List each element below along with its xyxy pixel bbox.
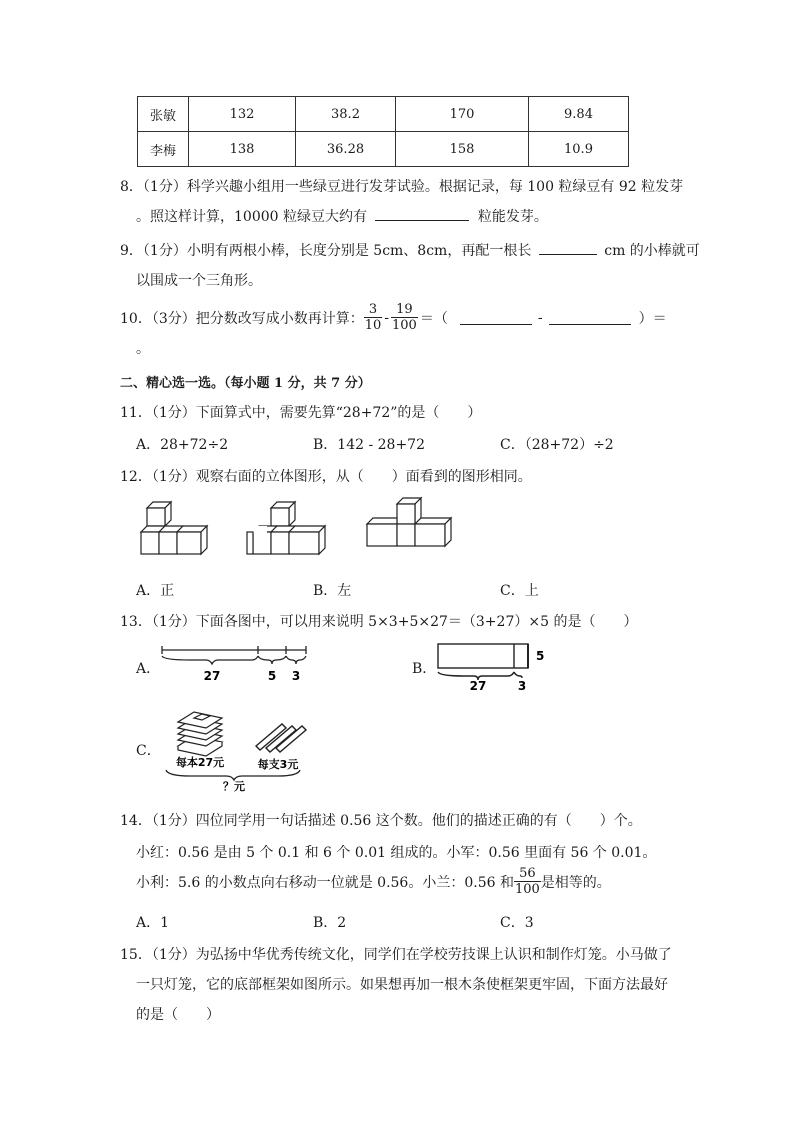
- option-c[interactable]: C．: [136, 743, 161, 759]
- cube-figure-top: [367, 498, 451, 546]
- table-cell: 138: [189, 132, 296, 167]
- option-b[interactable]: B．2: [313, 915, 347, 931]
- pens-icon: [256, 724, 306, 752]
- question-10-line2: 。: [136, 341, 150, 357]
- fraction-56-100: [514, 866, 541, 897]
- minus-sign: -: [384, 309, 390, 326]
- label-3: 3: [517, 679, 527, 692]
- table-cell: 9.84: [529, 97, 629, 132]
- fraction-numerator: 19: [396, 302, 413, 317]
- question-15-line3: 的是（ ）: [136, 1007, 220, 1023]
- books-stack-icon: [178, 712, 222, 756]
- fraction-numerator: 3: [368, 302, 378, 317]
- option-c[interactable]: C．上: [500, 583, 539, 599]
- question-13-stem: 13．（1分）下面各图中，可以用来说明 5×3+5×27＝（3+27）×5 的是（ ）: [120, 614, 638, 630]
- close-paren-equals: ）＝: [638, 310, 667, 327]
- option-b[interactable]: B．: [412, 661, 437, 677]
- question-14-text-b: 是相等的。: [540, 874, 611, 891]
- label-5: 5: [536, 649, 545, 663]
- question-15-line2: 一只灯笼，它的底部框架如图所示。如果想再加一根木条使框架更牢固，下面方法最好: [136, 977, 668, 993]
- pen-price-label: 每支3元: [257, 758, 299, 771]
- table-cell: 10.9: [529, 132, 629, 167]
- question-8-text-a: 。照这样计算，10000 粒绿豆大约有: [136, 209, 367, 225]
- question-8-line1: 8．（1分）科学兴趣小组用一些绿豆进行发芽试验。根据记录，每 100 粒绿豆有 92 粒发芽: [120, 179, 684, 195]
- question-14-line2: [136, 866, 611, 897]
- label-5: 5: [267, 669, 277, 683]
- option-c[interactable]: C．3: [500, 915, 534, 931]
- question-9-text-c: cm 的小棒就可: [604, 243, 700, 259]
- table-cell-name: 李梅: [138, 132, 189, 167]
- answer-blank-q8[interactable]: [375, 206, 469, 221]
- table-row: [138, 132, 629, 167]
- option-b[interactable]: B．左: [313, 583, 352, 599]
- question-9-line1: [120, 240, 700, 260]
- table-row: [138, 97, 629, 132]
- answer-blank-q9[interactable]: [539, 240, 597, 255]
- option-a[interactable]: A．正: [136, 583, 175, 599]
- option-a[interactable]: A．28+72÷2: [136, 437, 229, 453]
- label-3: 3: [291, 669, 301, 683]
- table-cell: 132: [189, 97, 296, 132]
- score-table: [137, 96, 629, 167]
- answer-blank-q10-b[interactable]: [549, 310, 631, 325]
- question-8-line2: [136, 206, 548, 226]
- answer-blank-q10-a[interactable]: [460, 310, 532, 325]
- cube-views-figure: [135, 496, 465, 562]
- option-b[interactable]: B．142 - 28+72: [313, 437, 425, 453]
- book-price-label: 每本27元: [175, 756, 225, 769]
- option-c-diagram: [160, 706, 310, 792]
- question-9-line2: 以围成一个三角形。: [136, 273, 262, 289]
- option-b-diagram: [434, 640, 548, 692]
- fraction-denominator: 100: [392, 318, 417, 333]
- label-27: 27: [469, 679, 487, 692]
- table-cell-name: 张敏: [138, 97, 189, 132]
- equals-open-paren: ＝（: [419, 310, 448, 327]
- label-27: 27: [203, 669, 221, 683]
- fraction-19-100: [391, 302, 418, 333]
- section-heading: 二、精心选一选。（每小题 1 分，共 7 分）: [120, 376, 371, 391]
- fraction-numerator: 56: [519, 866, 536, 881]
- fraction-3-10: [364, 302, 383, 333]
- fraction-denominator: 100: [514, 882, 540, 897]
- question-9-text-b: 5cm、8cm，再配一根长: [373, 243, 532, 259]
- cube-figure-left: [247, 502, 325, 554]
- fraction-denominator: 10: [364, 318, 382, 333]
- cube-figure-front: [141, 502, 207, 554]
- table-cell: 38.2: [296, 97, 396, 132]
- table-cell: 170: [396, 97, 529, 132]
- table-cell: 158: [396, 132, 529, 167]
- minus-sign: -: [537, 309, 543, 326]
- question-15-line1: 15．（1分）为弘扬中华优秀传统文化，同学们在学校劳技课上认识和制作灯笼。小马做了: [120, 947, 672, 963]
- question-14-text-a: 小利：5.6 的小数点向右移动一位就是 0.56。小兰：0.56 和: [136, 874, 514, 891]
- question-9-text-a: 9．（1分）小明有两根小棒，长度分别是: [120, 243, 369, 259]
- option-a[interactable]: A．: [136, 661, 161, 677]
- question-8-text-b: 粒能发芽。: [477, 209, 548, 225]
- option-a[interactable]: A．1: [136, 915, 170, 931]
- question-11-stem: 11．（1分）下面算式中，需要先算“28+72”的是（ ）: [120, 405, 482, 421]
- question-12-stem: 12．（1分）观察右面的立体图形，从（ ）面看到的图形相同。: [120, 469, 532, 485]
- question-14-stem: 14．（1分）四位同学用一句话描述 0.56 这个数。他们的描述正确的有（ ）个。: [120, 813, 642, 829]
- question-10-prefix: 10．（3分）把分数改写成小数再计算：: [120, 310, 364, 327]
- total-price-label: ？元: [223, 780, 245, 792]
- option-a-diagram: [160, 644, 310, 686]
- question-10-line1: [120, 302, 667, 333]
- table-cell: 36.28: [296, 132, 396, 167]
- option-c[interactable]: C．（28+72）÷2: [500, 437, 614, 453]
- question-14-line1: 小红：0.56 是由 5 个 0.1 和 6 个 0.01 组成的。小军：0.56 里面有 56 个 0.01。: [136, 845, 657, 861]
